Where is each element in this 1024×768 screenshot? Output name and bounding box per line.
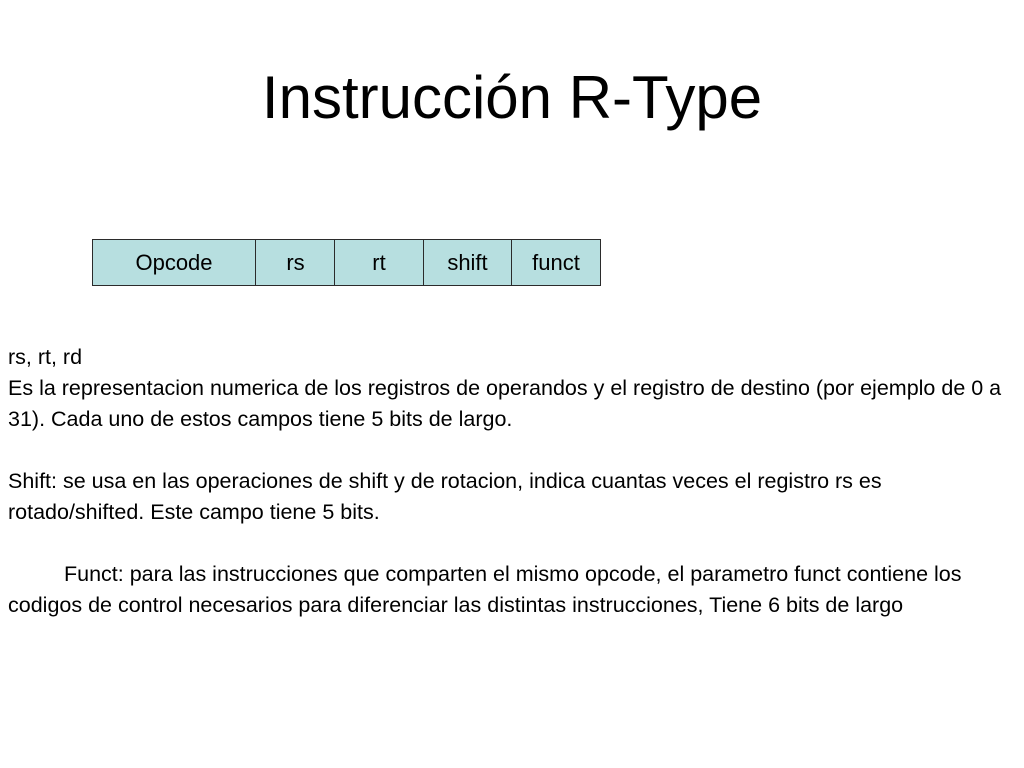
field-rt: rt	[334, 239, 424, 286]
registers-description: Es la representacion numerica de los registros de operandos y el registro de destino (por ejemplo de 0 a 31). Cada uno de estos campos tiene 5 bits de largo.	[8, 376, 1002, 431]
registers-heading: rs, rt, rd	[8, 345, 83, 369]
field-opcode: Opcode	[92, 239, 256, 286]
slide-body	[8, 342, 1020, 621]
field-funct: funct	[511, 239, 601, 286]
paragraph-spacer	[8, 528, 1020, 559]
field-shift: shift	[423, 239, 512, 286]
field-rs: rs	[255, 239, 336, 286]
shift-description: Shift: se usa en las operaciones de shift y de rotacion, indica cuantas veces el registro rs es rotado/shifted. Este campo tiene 5 bits.	[8, 469, 882, 524]
slide-title: Instrucción R-Type	[261, 64, 763, 131]
funct-description: Funct: para las instrucciones que comparten el mismo opcode, el parametro funct contiene los codigos de control necesarios para diferenciar las distintas instrucciones, Tiene 6 bits de largo	[8, 562, 962, 617]
paragraph-spacer	[8, 435, 1020, 466]
